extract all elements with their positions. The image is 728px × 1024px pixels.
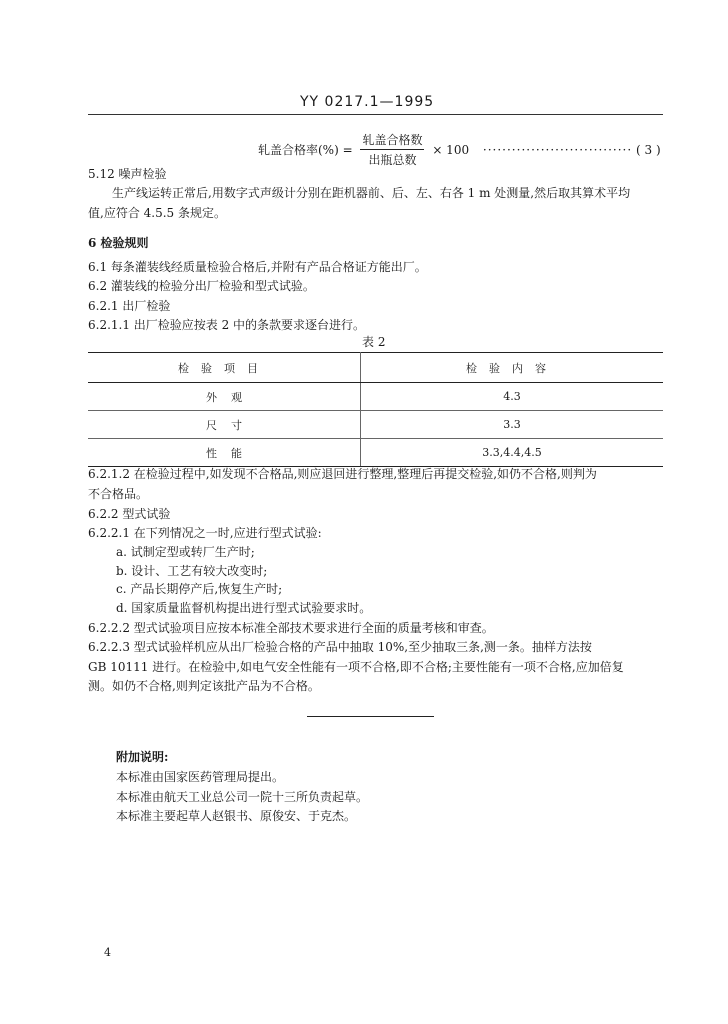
clause-6-1: 6.1 每条灌装线经质量检验合格后,并附有产品合格证方能出厂。 xyxy=(88,260,427,274)
table-cell-item: 尺 寸 xyxy=(88,411,361,439)
list-item: d. 国家质量监督机构提出进行型式试验要求时。 xyxy=(116,601,372,615)
formula-fraction xyxy=(360,131,424,168)
appendix-line: 本标准由航天工业总公司一院十三所负责起草。 xyxy=(116,790,369,804)
section-5-12-body-line1: 生产线运转正常后,用数字式声级计分别在距机器前、后、左、右各 1 m 处测量,然后取其算术平均 xyxy=(112,186,631,200)
table-cell-content: 3.3,4.4,4.5 xyxy=(361,439,664,467)
section-5-12-body-line2: 值,应符合 4.5.5 条规定。 xyxy=(88,206,226,220)
table-cell-item: 性 能 xyxy=(88,439,361,467)
list-item: b. 设计、工艺有较大改变时; xyxy=(116,564,268,578)
clause-6-2-2-1: 6.2.2.1 在下列情况之一时,应进行型式试验: xyxy=(88,526,322,540)
page-number: 4 xyxy=(104,946,111,959)
appendix-line: 本标准主要起草人赵银书、原俊安、于克杰。 xyxy=(116,809,357,823)
table-header-content: 检验内容 xyxy=(361,353,664,383)
standard-code-header: YY 0217.1—1995 xyxy=(300,94,435,110)
table-cell-content: 4.3 xyxy=(361,383,664,411)
clause-6-2-1-2-line2: 不合格品。 xyxy=(88,487,149,501)
section-6-title: 6 检验规则 xyxy=(88,236,149,250)
clause-6-2-2: 6.2.2 型式试验 xyxy=(88,507,171,521)
table-cell-content: 3.3 xyxy=(361,411,664,439)
table-row xyxy=(88,439,663,467)
clause-6-2-2-3-line3: 测。如仍不合格,则判定该批产品为不合格。 xyxy=(88,679,320,693)
table-row xyxy=(88,411,663,439)
clause-6-2-1-2-line1: 6.2.1.2 在检验过程中,如发现不合格品,则应退回进行整理,整理后再提交检验,如仍不合格,则判为 xyxy=(88,467,597,481)
clause-6-2: 6.2 灌装线的检验分出厂检验和型式试验。 xyxy=(88,279,315,293)
formula-equation-number: ( 3 ) xyxy=(636,142,661,157)
formula-denominator: 出瓶总数 xyxy=(368,153,417,167)
list-item: c. 产品长期停产后,恢复生产时; xyxy=(116,582,283,596)
clause-6-2-2-3-line1: 6.2.2.3 型式试验样机应从出厂检验合格的产品中抽取 10%,至少抽取三条,测一条。抽样方法按 xyxy=(88,640,592,654)
list-item: a. 试制定型或转厂生产时; xyxy=(116,545,255,559)
header-rule xyxy=(88,114,663,115)
clause-6-2-1: 6.2.1 出厂检验 xyxy=(88,299,171,313)
table-header-item: 检验项目 xyxy=(88,353,361,383)
formula-multiplier: × 100 xyxy=(432,142,470,157)
clause-6-2-2-2: 6.2.2.2 型式试验项目应按本标准全部技术要求进行全面的质量考核和审查。 xyxy=(88,621,494,635)
table-2 xyxy=(88,352,663,467)
clause-6-2-1-1: 6.2.1.1 出厂检验应按表 2 中的条款要求逐台进行。 xyxy=(88,318,366,332)
table-cell-item: 外 观 xyxy=(88,383,361,411)
formula-lhs: 轧盖合格率(%) = xyxy=(258,143,353,157)
formula-leader-dots: ······························· xyxy=(482,142,633,157)
section-5-12-title: 5.12 噪声检验 xyxy=(88,167,167,181)
table-2-caption: 表 2 xyxy=(362,335,386,349)
formula-3 xyxy=(258,131,661,168)
table-row xyxy=(88,383,663,411)
end-separator-rule xyxy=(307,716,434,717)
appendix-title: 附加说明: xyxy=(116,750,169,764)
formula-numerator: 轧盖合格数 xyxy=(360,131,424,150)
appendix-line: 本标准由国家医药管理局提出。 xyxy=(116,770,285,784)
table-header-row xyxy=(88,353,663,383)
clause-6-2-2-3-line2: GB 10111 进行。在检验中,如电气安全性能有一项不合格,即不合格;主要性能有一项不合格,应加倍复 xyxy=(88,660,624,674)
